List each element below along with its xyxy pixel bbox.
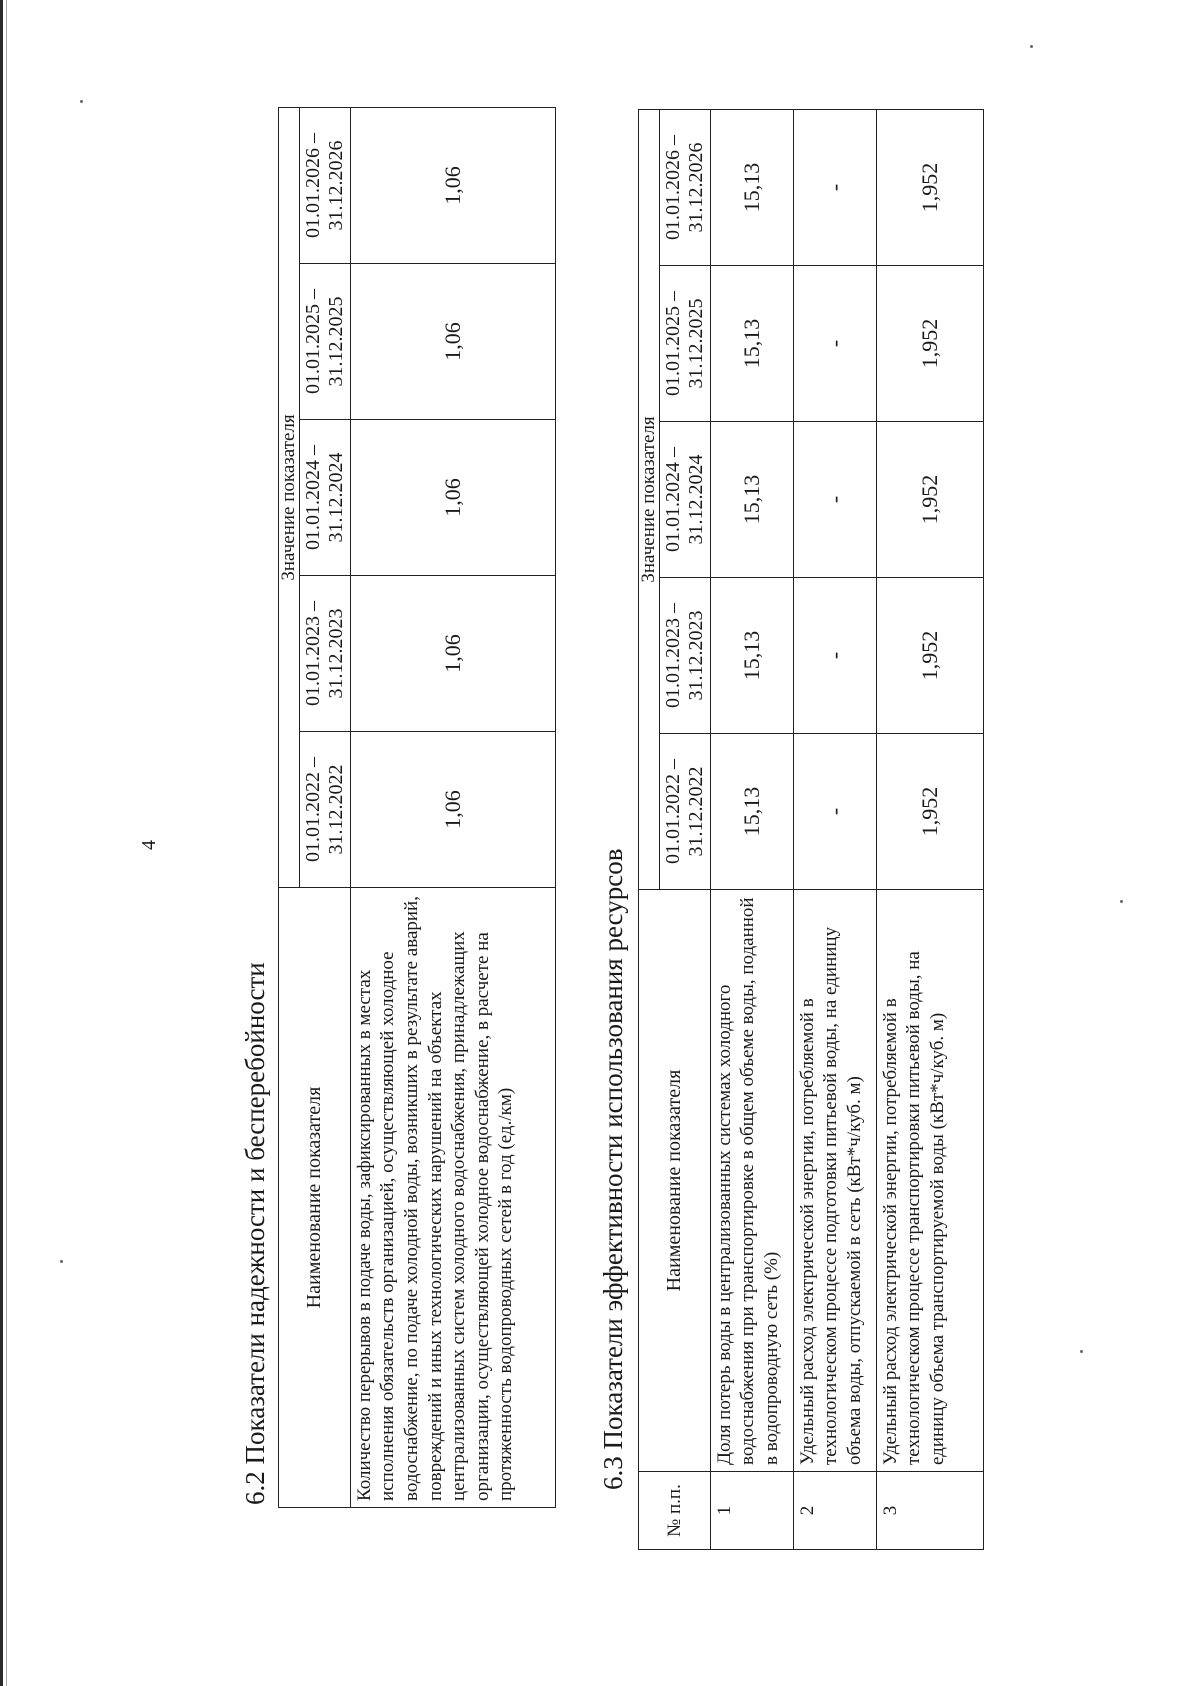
value-cell: 15,13: [710, 578, 793, 734]
value-cell: -: [793, 578, 876, 734]
value-cell: 15,13: [710, 109, 793, 265]
indicator-name-cell: Удельный расход электрической энергии, потребляемой в технологическом процессе подготовки питьевой воды, на единицу объема воды, отпускаемой в сеть (кВт*ч/куб. м): [793, 890, 876, 1472]
reliability-table: [278, 107, 556, 1508]
section-title-6-2: 6.2 Показатели надежности и бесперебойности: [240, 962, 270, 1505]
value-cell: 1,952: [876, 109, 983, 265]
indicator-name-cell: Удельный расход электрической энергии, потребляемой в технологическом процессе транспортировки питьевой воды, на единицу объема транспортируемой воды (кВт*ч/куб. м): [876, 890, 983, 1472]
period-2022: 01.01.2022 – 31.12.2022: [659, 734, 710, 890]
header-indicator-value: Значение показателя: [279, 107, 300, 887]
period-2024: 01.01.2024 – 31.12.2024: [659, 422, 710, 578]
period-2023: 01.01.2023 – 31.12.2023: [659, 578, 710, 734]
value-cell: 1,952: [876, 266, 983, 422]
value-cell: 1,06: [350, 420, 555, 576]
period-2024: 01.01.2024 – 31.12.2024: [299, 420, 350, 576]
scan-speckle: [60, 1260, 63, 1263]
table-row: [793, 109, 876, 1549]
value-cell: 15,13: [710, 734, 793, 890]
value-cell: 1,952: [876, 422, 983, 578]
value-cell: 1,06: [350, 732, 555, 888]
row-number: 1: [710, 1472, 793, 1550]
value-cell: 1,06: [350, 264, 555, 420]
period-2025: 01.01.2025 – 31.12.2025: [659, 266, 710, 422]
scan-speckle: [1120, 900, 1123, 903]
scan-edge-shadow: [0, 0, 3, 1686]
table-row: [350, 107, 555, 1507]
header-number: № п.п.: [639, 1472, 711, 1550]
value-cell: -: [793, 422, 876, 578]
period-2025: 01.01.2025 – 31.12.2025: [299, 264, 350, 420]
indicator-name-cell: Доля потерь воды в централизованных системах холодного водоснабжения при транспортировке в общем объеме воды, поданной в водопроводную сеть (%): [710, 890, 793, 1472]
value-cell: 1,06: [350, 576, 555, 732]
scan-speckle: [80, 100, 83, 103]
period-2022: 01.01.2022 – 31.12.2022: [299, 732, 350, 888]
scan-speckle: [1030, 45, 1033, 48]
rotated-sheet: [80, 110, 1080, 1590]
period-2026: 01.01.2026 – 31.12.2026: [299, 107, 350, 263]
efficiency-table: [638, 109, 984, 1550]
indicator-name-cell: Количество перерывов в подаче воды, зафиксированных в местах исполнения обязательств организацией, осуществляющей холодное водоснабжение, по подаче холодной воды, возникших в результате аварий, повреждений и иных технологических нарушений на объектах централизованных систем холодного водоснабжения, принадлежащих организации, осуществляющей холодное водоснабжение, в расчете на протяженность водопроводных сетей в год (ед./км): [350, 888, 555, 1508]
row-number: 3: [876, 1472, 983, 1550]
value-cell: -: [793, 734, 876, 890]
value-cell: -: [793, 109, 876, 265]
scan-edge-line: [6, 0, 7, 1686]
value-cell: 1,06: [350, 107, 555, 263]
header-indicator-name: Наименование показателя: [639, 890, 711, 1472]
header-indicator-name: Наименование показателя: [279, 888, 351, 1508]
header-indicator-value: Значение показателя: [639, 109, 660, 889]
row-number: 2: [793, 1472, 876, 1550]
table-row: [876, 109, 983, 1549]
value-cell: 15,13: [710, 422, 793, 578]
section-title-6-3: 6.3 Показатели эффективности использования ресурсов: [598, 848, 628, 1490]
value-cell: 15,13: [710, 266, 793, 422]
period-2023: 01.01.2023 – 31.12.2023: [299, 576, 350, 732]
value-cell: -: [793, 266, 876, 422]
period-2026: 01.01.2026 – 31.12.2026: [659, 109, 710, 265]
value-cell: 1,952: [876, 578, 983, 734]
table-row: [710, 109, 793, 1549]
scan-speckle: [1080, 1350, 1083, 1353]
page-number: 4: [138, 840, 160, 850]
value-cell: 1,952: [876, 734, 983, 890]
